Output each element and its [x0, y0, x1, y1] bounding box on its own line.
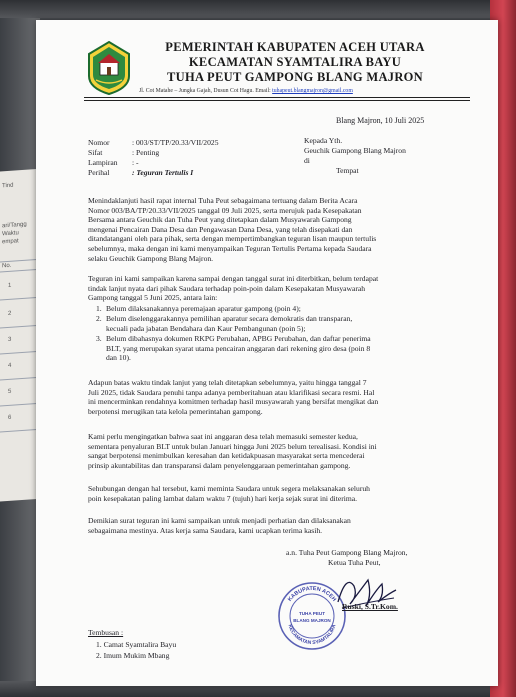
- paragraph-5: [88, 484, 476, 503]
- text-line: ditandatangani oleh para pihak, serta dengan mempertimbangkan teguran lisan maupun tertulis: [88, 234, 377, 244]
- text-line: Belum diselenggarakannya pemilihan aparatur secara demokratis dan transparan,: [106, 314, 353, 323]
- tembusan-item: 2. Imum Mukim Mbang: [96, 651, 170, 660]
- form-text: empat: [2, 238, 19, 246]
- list-item: [96, 314, 476, 333]
- stamp-inner-2: BLANG MAJRON: [293, 618, 331, 623]
- place-date: Blang Majron, 10 Juli 2025: [336, 116, 425, 125]
- meta-perihal: [88, 168, 193, 177]
- list-item: [96, 304, 476, 314]
- text-line: Belum dibahasnya dokumen RKPG Perubahan, APBG Perubahan, dan daftar penerima: [106, 334, 371, 343]
- text-line: poin kesepakatan paling lambat dalam waktu 7 (tujuh) hari kerja sejak surat ini diterima.: [88, 493, 358, 503]
- text-line: kecuali pada jabatan Bendahara dan Kaur Pembangunan (poin 5);: [106, 323, 306, 333]
- recipient-line: Geuchik Gampong Blang Majron: [304, 146, 406, 155]
- text-line: Juli 2025, tidak Saudara penuhi tanpa adanya pemberitahuan atau klarifikasi secara resmi. Hal: [88, 387, 375, 397]
- email-link[interactable]: tuhapeut.blangmajron@gmail.com: [272, 88, 353, 94]
- background-top: [0, 0, 516, 18]
- letterhead-line-1: PEMERINTAH KABUPATEN ACEH UTARA: [165, 40, 425, 54]
- paragraph-1: [88, 196, 476, 263]
- text-line: sangat berpotensi menimbulkan keresahan dan ketidakpuasan masyarakat serta mencederai: [88, 451, 365, 461]
- text-line: Belum dilaksanakannya peremajaan aparatur gampong (poin 4);: [106, 304, 301, 313]
- letterhead-rule-thin: [84, 100, 470, 101]
- tembusan-label: Tembusan :: [88, 628, 124, 637]
- list-item: [96, 334, 476, 363]
- form-row-number: 4: [8, 362, 12, 369]
- recipient-line: di: [304, 156, 310, 165]
- text-line: sebelumnya, maka dengan ini kami menyampaikan Teguran Tertulis Pertama kepada Saudara: [88, 243, 372, 253]
- form-row-number: 2: [8, 310, 12, 317]
- letterhead-address: [139, 88, 353, 94]
- text-line: dan 10).: [106, 353, 131, 363]
- tembusan-item: 1. Camat Syamtalira Bayu: [96, 640, 177, 649]
- meta-nomor: [88, 138, 219, 147]
- address-text: Jl. Cot Matahe – Jungka Gajah, Dusun Cot Hagu. Email:: [139, 88, 271, 94]
- form-row-number: 6: [8, 414, 12, 421]
- meta-sifat: [88, 148, 159, 157]
- paragraph-4: [88, 432, 476, 470]
- meta-value: : Penting: [132, 148, 160, 157]
- list-number: 1.: [96, 304, 102, 313]
- list-number: 3.: [96, 334, 102, 343]
- letter-paper: [36, 20, 498, 686]
- meta-lampiran: [88, 158, 139, 167]
- text-line: mengenai Pencairan Dana Desa dan Pengawasan Dana Desa, yang telah disepakati dan: [88, 224, 353, 234]
- meta-value: : -: [132, 158, 139, 167]
- form-row-number: 1: [8, 282, 12, 289]
- text-line: ini mencerminkan rendahnya komitmen terhadap hasil musyawarah yang bersifat mengikat dan: [88, 397, 379, 407]
- form-row-number: 3: [8, 336, 12, 343]
- text-line: sebagaimana mestinya. Atas kerja sama Saudara, kami ucapkan terima kasih.: [88, 525, 323, 535]
- meta-label: Nomor: [88, 138, 110, 147]
- text-line: prinsip akuntabilitas dan transparansi dalam penyelenggaraan pemerintahan gampong.: [88, 460, 351, 470]
- list-number: 2.: [96, 314, 102, 323]
- stamp-bottom-text: KECAMATAN SYAMTALIRA: [286, 623, 338, 647]
- meta-label: Sifat: [88, 148, 103, 157]
- text-line: sementara penyaluran BLT untuk bulan Januari hingga Juni 2025 belum terealisasi. Kondisi ini: [88, 441, 377, 451]
- text-line: Nomor 003/BA/TP/20.33/VII/2025 tanggal 09 Juli 2025, serta merujuk pada Kesepakatan: [88, 205, 362, 215]
- form-text: No.: [2, 262, 12, 270]
- text-line: Kami perlu mengingatkan bahwa saat ini anggaran desa telah memasuki semester kedua,: [88, 432, 358, 441]
- meta-value: : Teguran Tertulis I: [132, 168, 194, 177]
- text-line: Demikian surat teguran ini kami sampaikan untuk menjadi perhatian dan dilaksanakan: [88, 516, 351, 525]
- letterhead-line-3: TUHA PEUT GAMPONG BLANG MAJRON: [167, 70, 423, 84]
- meta-label: Perihal: [88, 168, 110, 177]
- stamp-inner-1: TUHA PEUT: [298, 611, 326, 616]
- text-line: Sehubungan dengan hal tersebut, kami meminta Saudara untuk segera melaksanakan seluruh: [88, 484, 370, 493]
- stamp-top-text: KABUPATEN ACEH: [287, 585, 337, 603]
- recipient-line: Tempat: [336, 166, 359, 175]
- meta-value: : 003/ST/TP/20.33/VII/2025: [132, 138, 219, 147]
- form-row-number: 5: [8, 388, 12, 395]
- regency-emblem-icon: [86, 40, 132, 96]
- meta-label: Lampiran: [88, 158, 118, 167]
- signatory-name: Ruski, S.Tr.Kom.: [342, 602, 398, 611]
- text-line: tindak lanjut nyata dari pihak Saudara terhadap poin-poin dalam Kesepakatan Musyawarah: [88, 283, 366, 293]
- svg-text:KECAMATAN SYAMTALIRA: [287, 623, 338, 646]
- text-line: Bersama antara Geuchik dan Tuha Peut yang ditetapkan dalam Musyawarah Gampong: [88, 215, 352, 225]
- form-text: Tind: [2, 182, 14, 190]
- letterhead-line-2: KECAMATAN SYAMTALIRA BAYU: [188, 55, 402, 69]
- text-line: Gampong tanggal 5 Juni 2025, antara lain:: [88, 293, 218, 303]
- paragraph-6: [88, 516, 476, 535]
- text-line: Adapun batas waktu tindak lanjut yang telah ditetapkan sebelumnya, yaitu hingga tanggal 7: [88, 378, 367, 387]
- paragraph-3: [88, 378, 476, 416]
- text-line: Menindaklanjuti hasil rapat internal Tuha Peut sebagaimana tertuang dalam Berita Acara: [88, 196, 358, 205]
- text-line: selaku Geuchik Gampong Blang Majron.: [88, 253, 214, 263]
- text-line: BLT, yang merupakan syarat utama pencairan anggaran dari rekening giro desa (poin 8: [106, 343, 371, 353]
- signature-line-1: a.n. Tuha Peut Gampong Blang Majron,: [286, 548, 408, 557]
- recipient-line: Kepada Yth.: [304, 136, 343, 145]
- form-text: Waktu: [2, 230, 19, 238]
- signature-line-2: Ketua Tuha Peut,: [328, 558, 381, 567]
- text-line: Teguran ini kami sampaikan karena sampai dengan tanggal surat ini diterbitkan, belum terdapat: [88, 274, 379, 283]
- letterhead-rule-thick: [84, 97, 470, 98]
- letterhead: [130, 40, 460, 85]
- form-text: ari/Tangg: [2, 221, 27, 230]
- paragraph-2: [88, 274, 476, 303]
- text-line: berpotensi merugikan tata kelola pemerintahan gampong.: [88, 406, 263, 416]
